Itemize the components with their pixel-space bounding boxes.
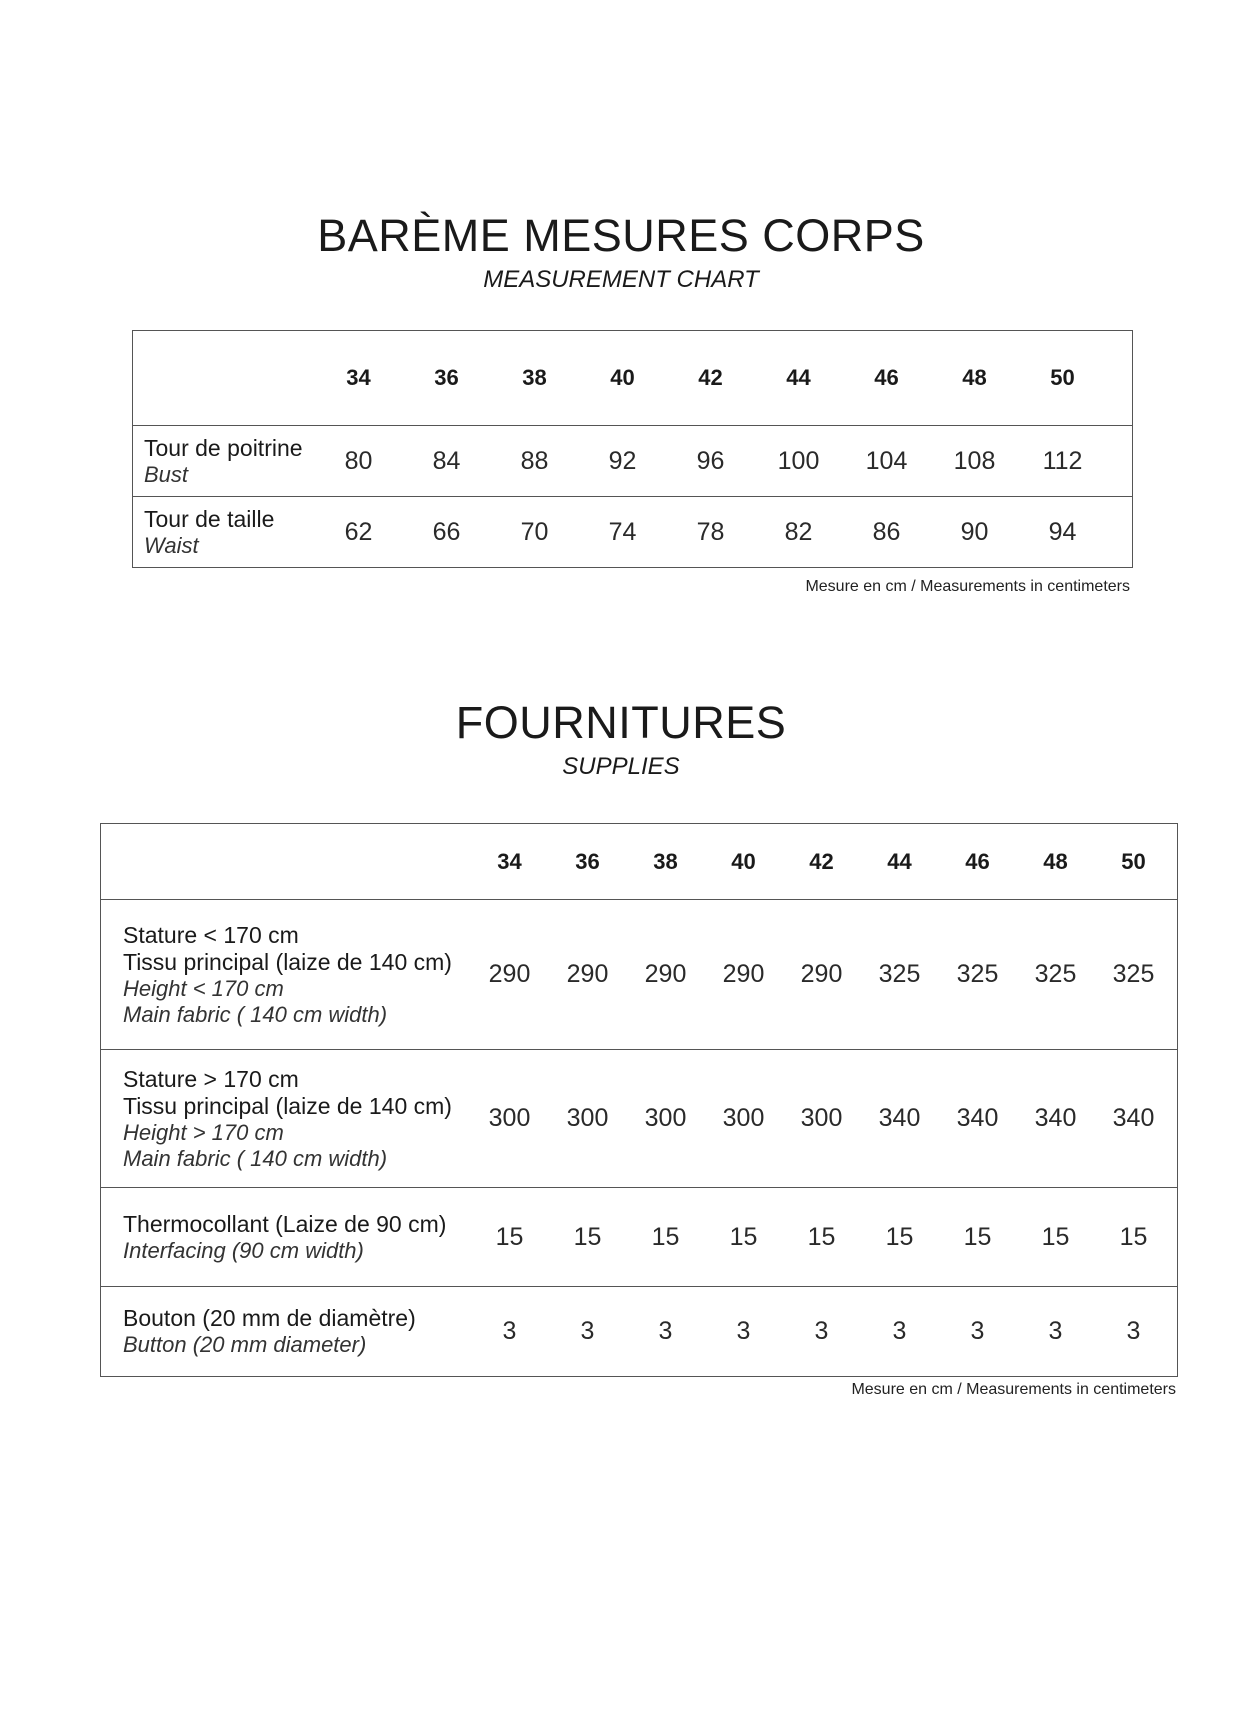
table-cell: 70 bbox=[491, 497, 579, 568]
measurement-title: BARÈME MESURES CORPS bbox=[317, 210, 925, 261]
table-cell: 66 bbox=[403, 497, 491, 568]
row-label bbox=[101, 900, 471, 1050]
table-cell: 325 bbox=[878, 960, 921, 988]
header-spacer-cell bbox=[1107, 331, 1133, 426]
table-row bbox=[101, 1188, 1178, 1287]
table-cell: 3 bbox=[705, 1287, 783, 1377]
table-row bbox=[101, 1050, 1178, 1188]
size-header: 38 bbox=[627, 824, 705, 900]
table-cell: 290 bbox=[722, 960, 765, 988]
table-cell: 86 bbox=[843, 497, 931, 568]
table-cell: 15 bbox=[705, 1188, 783, 1287]
table-cell: 300 bbox=[549, 1050, 627, 1188]
table-cell: 290 bbox=[488, 960, 531, 988]
table-cell: 3 bbox=[627, 1287, 705, 1377]
table-cell: 15 bbox=[471, 1188, 549, 1287]
row-label-en: Height > 170 cm bbox=[123, 1119, 284, 1145]
table-cell: 100 bbox=[755, 426, 843, 497]
table-cell: 290 bbox=[566, 960, 609, 988]
row-label-en: Interfacing (90 cm width) bbox=[123, 1237, 364, 1263]
table-cell: 112 bbox=[1019, 426, 1107, 497]
row-label bbox=[133, 426, 315, 497]
row-label-en: Waist bbox=[144, 532, 199, 558]
table-cell: 108 bbox=[931, 426, 1019, 497]
row-label bbox=[101, 1188, 471, 1287]
spacer-cell bbox=[1173, 1188, 1178, 1287]
table-cell: 94 bbox=[1019, 497, 1107, 568]
row-label-en: Main fabric ( 140 cm width) bbox=[123, 1145, 388, 1171]
size-header: 48 bbox=[931, 331, 1019, 426]
table-cell: 290 bbox=[800, 960, 843, 988]
table-cell: 15 bbox=[939, 1188, 1017, 1287]
table-cell: 96 bbox=[667, 426, 755, 497]
table-row bbox=[101, 1287, 1178, 1377]
table-cell: 340 bbox=[861, 1050, 939, 1188]
size-header: 42 bbox=[667, 331, 755, 426]
row-label bbox=[101, 1050, 471, 1188]
spacer-cell bbox=[1107, 497, 1133, 568]
table-cell: 340 bbox=[1095, 1050, 1173, 1188]
header-spacer-cell bbox=[1173, 824, 1178, 900]
table-cell: 15 bbox=[549, 1188, 627, 1287]
row-label-en: Height < 170 cm bbox=[123, 975, 284, 1001]
table-cell: 62 bbox=[315, 497, 403, 568]
header-empty-cell bbox=[133, 331, 315, 426]
row-label-fr: Stature > 170 cm bbox=[123, 1065, 299, 1092]
row-label-fr: Tissu principal (laize de 140 cm) bbox=[123, 1092, 452, 1119]
spacer-cell bbox=[1173, 1050, 1178, 1188]
row-label-en: Bust bbox=[144, 461, 189, 487]
table-cell: 3 bbox=[1017, 1287, 1095, 1377]
table-cell: 92 bbox=[579, 426, 667, 497]
table-cell: 15 bbox=[1095, 1188, 1173, 1287]
size-header: 36 bbox=[403, 331, 491, 426]
table-row bbox=[133, 426, 1133, 497]
table-cell: 84 bbox=[403, 426, 491, 497]
spacer-cell bbox=[1173, 900, 1178, 1050]
measurement-subtitle: MEASUREMENT CHART bbox=[483, 266, 759, 293]
row-label-fr: Tissu principal (laize de 140 cm) bbox=[123, 948, 452, 975]
measurement-units-note: Mesure en cm / Measurements in centimeters bbox=[805, 578, 1130, 595]
table-cell: 300 bbox=[471, 1050, 549, 1188]
size-header: 44 bbox=[755, 331, 843, 426]
size-header: 46 bbox=[939, 824, 1017, 900]
measurement-header-row bbox=[133, 331, 1133, 426]
size-header: 50 bbox=[1095, 824, 1173, 900]
table-cell: 78 bbox=[667, 497, 755, 568]
table-cell: 15 bbox=[783, 1188, 861, 1287]
table-cell: 300 bbox=[783, 1050, 861, 1188]
table-cell: 104 bbox=[843, 426, 931, 497]
table-cell: 3 bbox=[939, 1287, 1017, 1377]
table-cell: 90 bbox=[931, 497, 1019, 568]
table-cell: 290 bbox=[644, 960, 687, 988]
table-cell: 300 bbox=[627, 1050, 705, 1188]
table-cell: 3 bbox=[1095, 1287, 1173, 1377]
size-header: 34 bbox=[471, 824, 549, 900]
row-label-fr: Bouton (20 mm de diamètre) bbox=[123, 1305, 416, 1331]
table-row bbox=[101, 900, 1178, 1050]
row-label-fr: Tour de taille bbox=[144, 505, 275, 532]
supplies-units-note: Mesure en cm / Measurements in centimeters bbox=[851, 1381, 1176, 1398]
header-empty-cell bbox=[101, 824, 471, 900]
supplies-header-row bbox=[101, 824, 1178, 900]
spacer-cell bbox=[1107, 426, 1133, 497]
table-cell: 3 bbox=[549, 1287, 627, 1377]
table-cell: 74 bbox=[579, 497, 667, 568]
size-header: 38 bbox=[491, 331, 579, 426]
size-header: 34 bbox=[315, 331, 403, 426]
row-label bbox=[101, 1287, 471, 1377]
size-header: 44 bbox=[861, 824, 939, 900]
supplies-table bbox=[100, 823, 1178, 1377]
table-cell: 88 bbox=[491, 426, 579, 497]
table-cell: 325 bbox=[956, 960, 999, 988]
size-header: 50 bbox=[1019, 331, 1107, 426]
spacer-cell bbox=[1173, 1287, 1178, 1377]
row-label-en: Button (20 mm diameter) bbox=[123, 1332, 367, 1357]
size-header: 42 bbox=[783, 824, 861, 900]
table-cell: 3 bbox=[783, 1287, 861, 1377]
row-label-fr: Stature < 170 cm bbox=[123, 921, 299, 948]
row-label bbox=[133, 497, 315, 568]
table-cell: 15 bbox=[627, 1188, 705, 1287]
table-row bbox=[133, 497, 1133, 568]
measurement-table bbox=[132, 330, 1133, 568]
table-cell: 15 bbox=[861, 1188, 939, 1287]
row-label-en: Main fabric ( 140 cm width) bbox=[123, 1001, 388, 1027]
table-cell: 15 bbox=[1017, 1188, 1095, 1287]
table-cell: 340 bbox=[1017, 1050, 1095, 1188]
table-cell: 325 bbox=[1112, 960, 1155, 988]
table-cell: 325 bbox=[1034, 960, 1077, 988]
size-header: 40 bbox=[705, 824, 783, 900]
size-header: 36 bbox=[549, 824, 627, 900]
table-cell: 340 bbox=[939, 1050, 1017, 1188]
size-header: 46 bbox=[843, 331, 931, 426]
row-label-fr: Tour de poitrine bbox=[144, 434, 303, 461]
table-cell: 80 bbox=[315, 426, 403, 497]
size-header: 48 bbox=[1017, 824, 1095, 900]
table-cell: 300 bbox=[705, 1050, 783, 1188]
row-label-fr: Thermocollant (Laize de 90 cm) bbox=[123, 1210, 447, 1237]
table-cell: 3 bbox=[861, 1287, 939, 1377]
supplies-title: FOURNITURES bbox=[455, 697, 787, 748]
size-header: 40 bbox=[579, 331, 667, 426]
table-cell: 82 bbox=[755, 497, 843, 568]
supplies-subtitle: SUPPLIES bbox=[562, 753, 680, 780]
table-cell: 3 bbox=[471, 1287, 549, 1377]
